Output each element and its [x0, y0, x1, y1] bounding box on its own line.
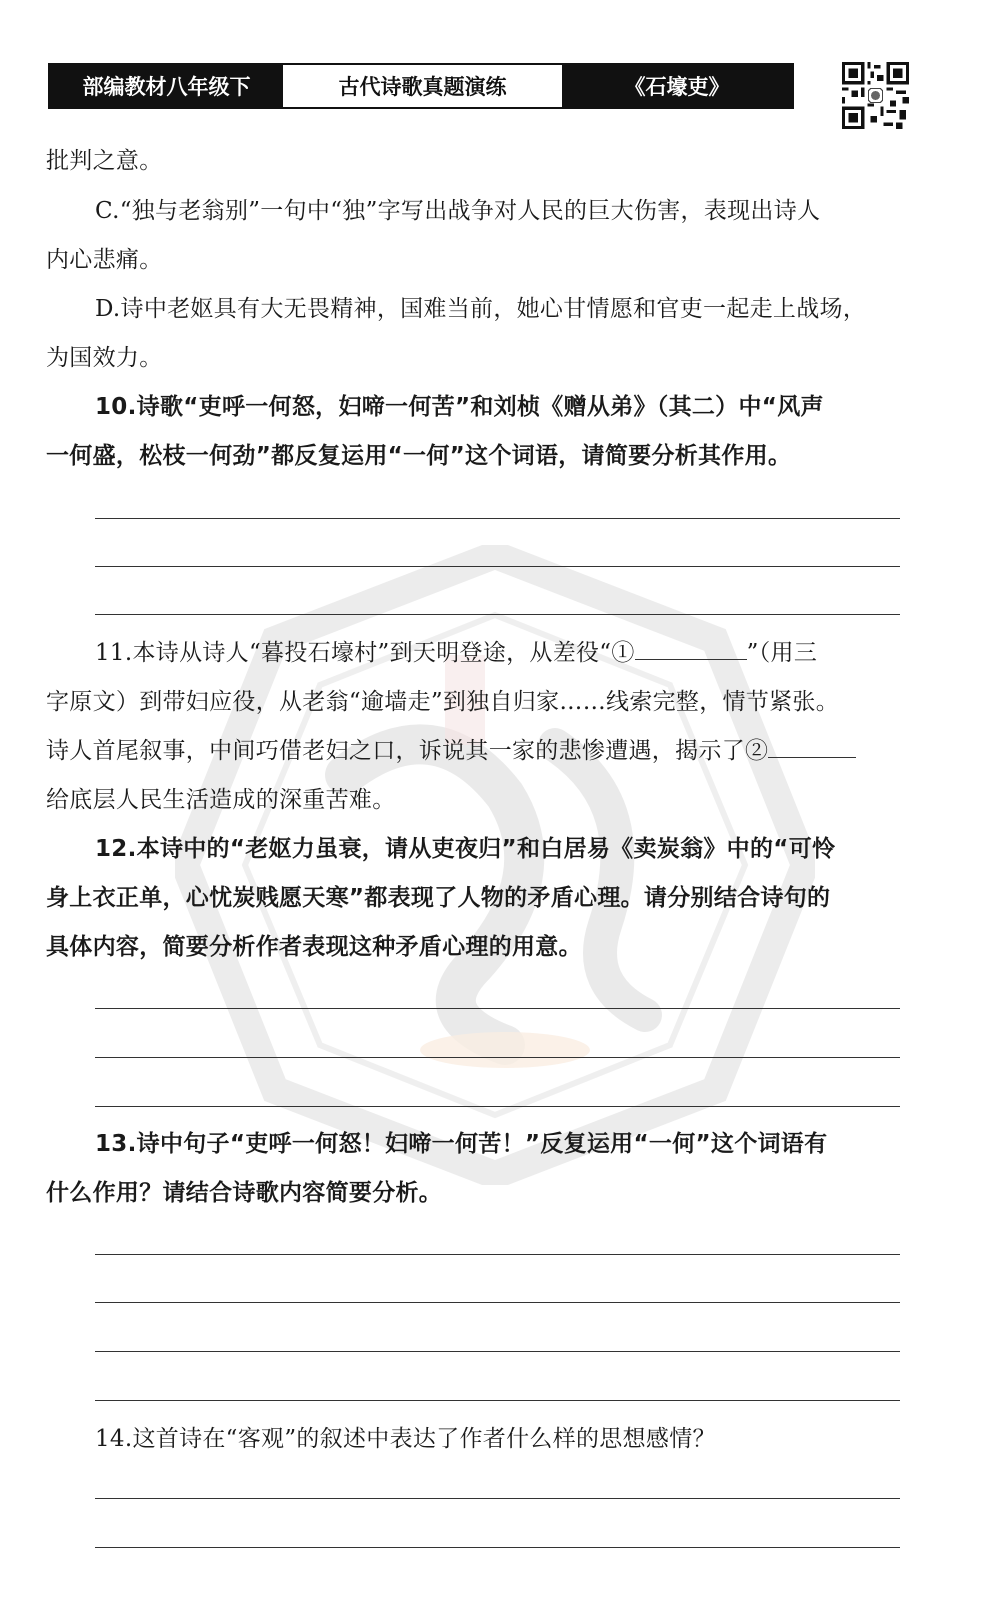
page-header: [48, 63, 794, 109]
answer-line[interactable]: [95, 1057, 900, 1058]
text-line: 为国效力。: [46, 345, 163, 371]
text-line: 批判之意。: [46, 148, 163, 174]
answer-line[interactable]: [95, 614, 900, 615]
question-11-cont: 给底层人民生活造成的深重苦难。: [46, 787, 396, 813]
question-11: [95, 635, 917, 671]
question-11-text: 11.本诗从诗人“暮投石壕村”到天明登途，从差役“①: [95, 640, 635, 666]
answer-line[interactable]: [95, 1400, 900, 1401]
answer-line[interactable]: [95, 1547, 900, 1548]
header-poem-title: 《石壕吏》: [562, 65, 792, 107]
answer-line[interactable]: [95, 518, 900, 519]
text-line: 内心悲痛。: [46, 247, 163, 273]
answer-line[interactable]: [95, 1106, 900, 1107]
question-13-cont: 什么作用？请结合诗歌内容简要分析。: [46, 1180, 443, 1206]
question-10: 10.诗歌“吏呼一何怒，妇啼一何苦”和刘桢《赠从弟》（其二）中“风声: [95, 394, 824, 420]
fill-blank-1[interactable]: [635, 637, 747, 660]
question-12-cont: 身上衣正单，心忧炭贱愿天寒”都表现了人物的矛盾心理。请分别结合诗句的: [46, 885, 831, 911]
answer-line[interactable]: [95, 1351, 900, 1352]
option-d-line: D.诗中老妪具有大无畏精神，国难当前，她心甘情愿和官吏一起走上战场，: [95, 296, 867, 322]
question-11-text: 诗人首尾叙事，中间巧借老妇之口，诉说其一家的悲惨遭遇，揭示了②: [46, 738, 769, 764]
answer-line[interactable]: [95, 1008, 900, 1009]
question-11-cont: [46, 733, 916, 769]
answer-line[interactable]: [95, 1302, 900, 1303]
answer-line[interactable]: [95, 566, 900, 567]
question-13: 13.诗中句子“吏呼一何怒！妇啼一何苦！”反复运用“一何”这个词语有: [95, 1131, 828, 1157]
question-12-cont: 具体内容，简要分析作者表现这种矛盾心理的用意。: [46, 934, 582, 960]
question-12: 12.本诗中的“老妪力虽衰，请从吏夜归”和白居易《卖炭翁》中的“可怜: [95, 836, 836, 862]
question-11-text: ”（用三: [746, 640, 818, 666]
question-14: 14.这首诗在“客观”的叙述中表达了作者什么样的思想感情？: [95, 1426, 716, 1452]
option-c-line: C.“独与老翁别”一句中“独”字写出战争对人民的巨大伤害，表现出诗人: [95, 198, 821, 224]
answer-line[interactable]: [95, 1254, 900, 1255]
header-grade-label: 部编教材八年级下: [50, 65, 283, 107]
header-section-title: 古代诗歌真题演练: [283, 65, 562, 107]
answer-line[interactable]: [95, 1498, 900, 1499]
fill-blank-2[interactable]: [768, 735, 856, 758]
question-10-cont: 一何盛，松枝一何劲”都反复运用“一何”这个词语，请简要分析其作用。: [46, 443, 792, 469]
qr-code-icon: [842, 62, 909, 129]
question-11-cont: 字原文）到带妇应役，从老翁“逾墙走”到独自归家……线索完整，情节紧张。: [46, 689, 840, 715]
